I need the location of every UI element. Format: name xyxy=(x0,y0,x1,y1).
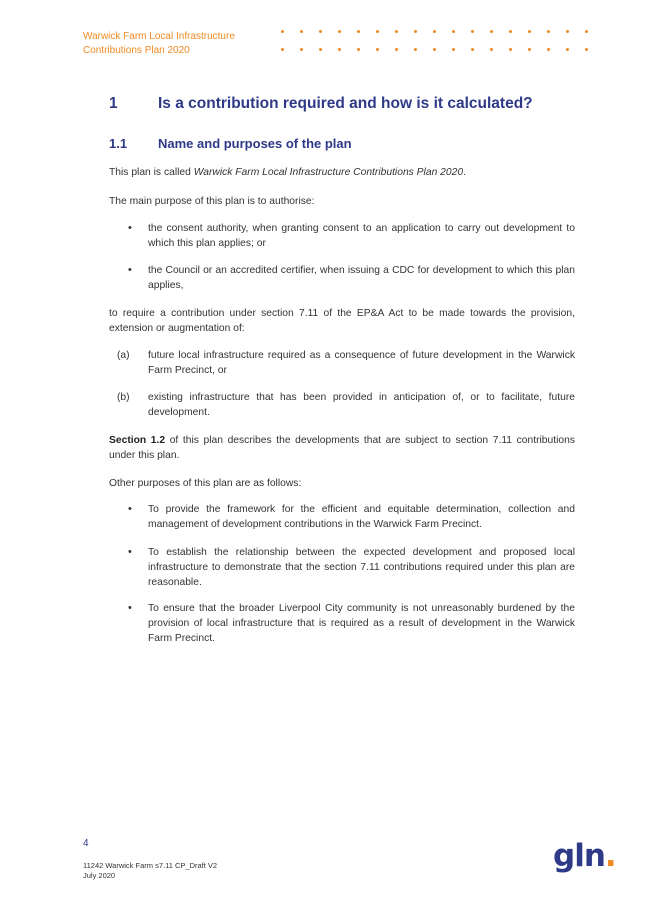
header-title-line-2: Contributions Plan 2020 xyxy=(83,45,190,56)
header-dot xyxy=(376,48,379,51)
bullet-icon: • xyxy=(128,222,132,234)
header-dot xyxy=(414,30,417,33)
header-dot xyxy=(490,30,493,33)
authorise-bullet-2 xyxy=(109,263,575,293)
lettered-marker: (b) xyxy=(117,392,130,403)
purpose-bullet-text: To provide the framework for the efficient and equitable determination, collection and management of development contributions in the Warwick Farm Precinct. xyxy=(148,504,575,530)
header-dot xyxy=(300,30,303,33)
header-dot xyxy=(319,48,322,51)
bullet-icon: • xyxy=(128,602,132,614)
authorise-bullet-1 xyxy=(109,221,575,251)
section-reference-rest: of this plan describes the developments that are subject to section 7.11 contributions under this plan. xyxy=(109,435,575,461)
purpose-bullet-text: To establish the relationship between the expected development and proposed local infrastructure to demonstrate that the section 7.11 contributions required under this plan are reasonable. xyxy=(148,547,575,588)
header-dot xyxy=(433,48,436,51)
lettered-item-a xyxy=(109,348,575,378)
footer-doc-ref: 11242 Warwick Farm s7.11 CP_Draft V2 xyxy=(83,861,218,870)
lettered-marker: (a) xyxy=(117,350,130,361)
header-dot xyxy=(471,30,474,33)
lettered-text: future local infrastructure required as a consequence of future development in the Warwick Farm Precinct, or xyxy=(148,350,575,376)
header-dot xyxy=(547,48,550,51)
subsection-number: 1.1 xyxy=(109,136,128,151)
bullet-icon: • xyxy=(128,264,132,276)
header-dot xyxy=(509,48,512,51)
header-dot xyxy=(471,48,474,51)
subsection-title: Name and purposes of the plan xyxy=(158,136,352,151)
header-dot xyxy=(528,30,531,33)
section-reference-bold: Section 1.2 xyxy=(109,435,166,446)
authorise-bullet-text: the consent authority, when granting consent to an application to carry out development to which this plan applies; or xyxy=(148,223,575,249)
header-dot xyxy=(300,48,303,51)
subsection-heading xyxy=(109,135,352,153)
lettered-item-b xyxy=(109,390,575,420)
bullet-icon: • xyxy=(128,503,132,515)
section-heading xyxy=(109,94,533,114)
authorise-bullet-text: the Council or an accredited certifier, when issuing a CDC for development to which this plan applies, xyxy=(148,265,575,291)
contribution-paragraph: to require a contribution under section 7.11 of the EP&A Act to be made towards the provision, extension or augmentation of: xyxy=(109,308,575,334)
main-purpose-paragraph: The main purpose of this plan is to authorise: xyxy=(109,196,315,207)
header-title-line-1: Warwick Farm Local Infrastructure xyxy=(83,31,235,42)
header-dot xyxy=(490,48,493,51)
header-dot xyxy=(433,30,436,33)
purpose-bullet-3 xyxy=(109,601,575,646)
header-dot xyxy=(585,48,588,51)
header-dot xyxy=(566,30,569,33)
header-dot xyxy=(585,30,588,33)
purpose-bullet-2 xyxy=(109,545,575,590)
purpose-bullet-text: To ensure that the broader Liverpool City community is not unreasonably burdened by the provision of local infrastructure that is required as a result of development in the Warwick Farm Precinct. xyxy=(148,603,575,644)
lettered-text: existing infrastructure that has been provided in anticipation of, or to facilitate, future development. xyxy=(148,392,575,418)
logo-dot: . xyxy=(604,838,616,874)
gln-logo xyxy=(553,838,616,874)
section-number: 1 xyxy=(109,95,118,112)
header-dot xyxy=(338,30,341,33)
header-dot xyxy=(281,48,284,51)
plan-name-suffix: . xyxy=(463,167,466,178)
footer-info xyxy=(83,861,217,881)
header-dot-pattern-row-1 xyxy=(281,30,603,33)
header-dot xyxy=(281,30,284,33)
header-dot xyxy=(528,48,531,51)
header-dot xyxy=(566,48,569,51)
header-dot xyxy=(509,30,512,33)
section-title: Is a contribution required and how is it calculated? xyxy=(158,95,533,112)
document-header-title xyxy=(83,30,235,58)
header-dot xyxy=(547,30,550,33)
other-purposes-paragraph: Other purposes of this plan are as follows: xyxy=(109,478,302,489)
header-dot-pattern-row-2 xyxy=(281,48,603,51)
purpose-bullet-1 xyxy=(109,502,575,532)
header-dot xyxy=(357,30,360,33)
header-dot xyxy=(395,30,398,33)
header-dot xyxy=(452,48,455,51)
plan-name-paragraph xyxy=(109,165,575,180)
header-dot xyxy=(357,48,360,51)
header-dot xyxy=(376,30,379,33)
header-dot xyxy=(452,30,455,33)
footer-date: July 2020 xyxy=(83,871,116,880)
header-dot xyxy=(395,48,398,51)
plan-name-prefix: This plan is called xyxy=(109,167,194,178)
page-number: 4 xyxy=(83,838,89,849)
logo-text: gln xyxy=(553,838,605,874)
bullet-icon: • xyxy=(128,546,132,558)
header-dot xyxy=(338,48,341,51)
plan-name-italic: Warwick Farm Local Infrastructure Contributions Plan 2020 xyxy=(193,167,464,178)
header-dot xyxy=(319,30,322,33)
section-reference-paragraph xyxy=(109,433,575,463)
header-dot xyxy=(414,48,417,51)
